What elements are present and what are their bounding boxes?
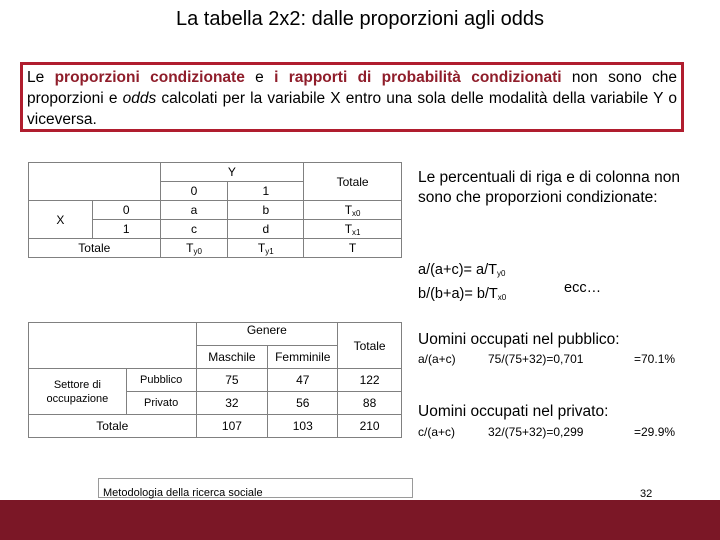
intro-highlight: i rapporti di probabilità condizionati	[274, 69, 562, 86]
ratio-line-2	[418, 284, 506, 308]
public-formula: a/(a+c)	[418, 352, 456, 366]
private-calc: 32/(75+32)=0,299	[488, 425, 584, 439]
column-category: 0	[160, 182, 228, 201]
column-total: 107	[196, 415, 268, 438]
abstract-2x2-table	[28, 162, 402, 258]
column-variable: Genere	[196, 323, 338, 346]
intro-text: non sono che proporzioni e	[27, 69, 677, 107]
total-row-label: Totale	[29, 239, 161, 258]
page-number: 32	[640, 488, 653, 500]
column-category: 1	[228, 182, 304, 201]
intro-box	[20, 62, 684, 132]
ratio-formulas	[418, 260, 506, 308]
cell: 47	[268, 369, 338, 392]
column-total-sub: y0	[193, 246, 202, 256]
column-total-main: T	[257, 240, 266, 255]
column-total: 103	[268, 415, 338, 438]
bottom-bar	[0, 500, 720, 540]
corner-cell	[29, 163, 161, 201]
cell: c	[160, 220, 228, 239]
side-heading: Le percentuali di riga e di colonna non sono che proporzioni condizionate:	[418, 169, 680, 206]
row-total-sub: x0	[352, 208, 361, 218]
ratio-subscript: y0	[496, 269, 506, 278]
cell: a	[160, 201, 228, 220]
cell: 56	[268, 392, 338, 415]
row-total	[304, 220, 402, 239]
intro-text: Le	[27, 69, 55, 86]
grand-total: T	[304, 239, 402, 258]
row-total: 88	[338, 392, 402, 415]
intro-text: e	[244, 69, 275, 86]
public-heading: Uomini occupati nel pubblico:	[418, 331, 620, 348]
total-row-label: Totale	[29, 415, 197, 438]
ecc-text: ecc…	[564, 280, 602, 296]
total-header: Totale	[304, 163, 402, 201]
row-total: 122	[338, 369, 402, 392]
row-total-main: T	[344, 202, 353, 217]
cell: b	[228, 201, 304, 220]
private-formula: c/(a+c)	[418, 425, 456, 439]
corner-cell	[29, 323, 197, 369]
slide-title: La tabella 2x2: dalle proporzioni agli odds	[175, 8, 545, 30]
ratio-line-1	[418, 260, 506, 284]
column-variable: Y	[160, 163, 304, 182]
total-header: Totale	[338, 323, 402, 369]
ratio-text: a/(a+c)= a/T	[418, 262, 497, 278]
cell: d	[228, 220, 304, 239]
public-calc: 75/(75+32)=0,701	[488, 352, 584, 366]
column-total	[228, 239, 304, 258]
column-category: Maschile	[196, 346, 268, 369]
intro-highlight: proporzioni condizionate	[54, 69, 245, 86]
column-total	[160, 239, 228, 258]
public-percent: =70.1%	[634, 352, 676, 366]
footer-label: Metodologia della ricerca sociale	[98, 478, 413, 498]
ratio-subscript: x0	[497, 293, 507, 302]
column-category: Femminile	[268, 346, 338, 369]
intro-emphasis: odds	[122, 90, 157, 107]
row-category: Privato	[126, 392, 196, 415]
example-2x2-table	[28, 322, 402, 438]
column-total-main: T	[186, 240, 194, 255]
column-total-sub: y1	[265, 246, 274, 256]
row-category: 1	[92, 220, 160, 239]
private-percent: =29.9%	[634, 425, 676, 439]
ratio-text: b/(b+a)= b/T	[418, 286, 498, 302]
row-total-main: T	[344, 221, 353, 236]
cell: 32	[196, 392, 268, 415]
grand-total: 210	[338, 415, 402, 438]
cell: 75	[196, 369, 268, 392]
row-variable: X	[29, 201, 93, 239]
row-total	[304, 201, 402, 220]
row-category: Pubblico	[126, 369, 196, 392]
row-category: 0	[92, 201, 160, 220]
row-total-sub: x1	[352, 227, 361, 237]
intro-text: calcolati per la variabile X entro una sola delle modalità della variabile Y o viceversa.	[27, 90, 677, 128]
private-heading: Uomini occupati nel privato:	[418, 403, 609, 420]
row-variable: Settore di occupazione	[29, 369, 127, 415]
